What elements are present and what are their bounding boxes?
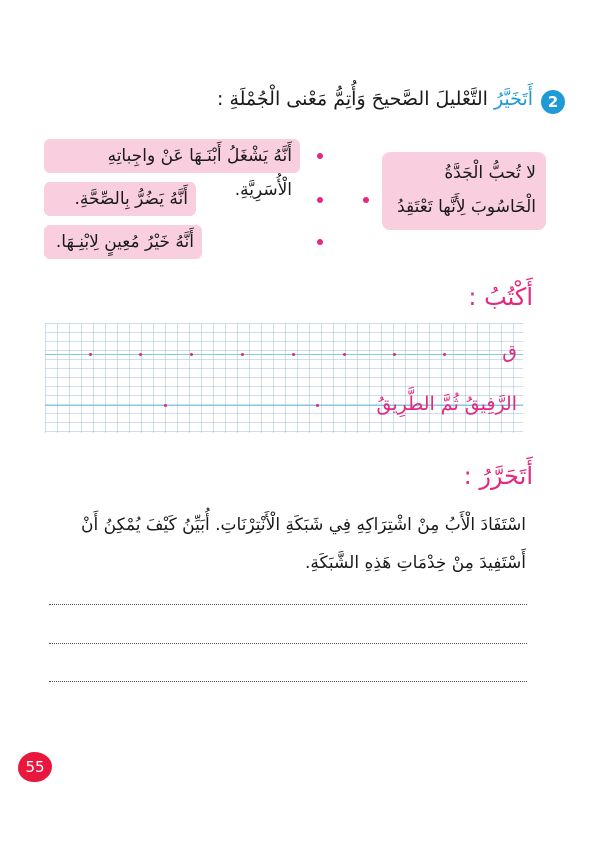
model-letter: ق [502,341,517,363]
premise-line-2: الْحَاسُوبَ لِأَنَّها تَعْتَقِدُ [397,197,536,217]
letter-guide-dot [292,353,295,356]
exercise-title-rest: التَّعْليلَ الصَّحيحَ وَأُتِمُّ مَعْنى الْجُمْلَةِ : [217,88,494,110]
writing-baseline-1 [45,354,523,355]
exercise-header [35,88,565,118]
option-1-text: أَنَّهُ يَشْغَلُ أَبْنَـهَا عَنْ واجِباتِهِ الْأُسَرِيَّةِ. [107,146,292,200]
option-2[interactable] [44,182,196,216]
option-3[interactable] [44,225,202,259]
exercise-title [217,88,533,110]
exercise-number-badge: 2 [541,90,565,114]
option-1-dot[interactable] [317,153,323,159]
letter-guide-dot [89,353,92,356]
writing-section-title: أَكْتُبُ : [468,283,533,311]
letter-guide-dot [190,353,193,356]
option-3-text: أَنَّهُ خَيْرُ مُعِينٍ لِابْنِـهَا. [55,232,194,252]
answer-line-1[interactable] [49,604,527,605]
letter-guide-dot [139,353,142,356]
answer-line-3[interactable] [49,681,527,682]
letter-guide-dot [343,353,346,356]
exercise-title-verb: أَتَخَيَّرُ [493,88,533,110]
free-writing-prompt: اسْتَفَادَ الْأَبُ مِنْ اشْتِرَاكِهِ فِي شَبَكَةِ الْأَنْتِرْنَاتِ. أُبَيِّنُ كَيْفَ يُمْكِنُ أَنْ أَسْتَفِيدَ مِنْ خِدْمَاتِ هَذِهِ الشَّبَكَةِ. [81,515,526,573]
handwriting-grid[interactable] [45,323,523,433]
option-2-text: أَنَّهُ يَضُرُّ بِالصِّحَّةِ. [74,189,188,209]
answer-line-2[interactable] [49,643,527,644]
page-number-badge: 55 [18,752,52,782]
option-3-dot[interactable] [317,239,323,245]
letter-guide-dot [443,353,446,356]
model-sentence: الرَّفِيقُ ثُمَّ الطَّرِيقُ [376,393,517,415]
word-guide-dot [164,404,167,407]
premise-dot[interactable] [363,197,369,203]
option-2-dot[interactable] [317,197,323,203]
free-writing-title: أَتَحَرَّرُ : [463,462,533,490]
premise-box [382,152,546,230]
word-guide-dot [316,404,319,407]
letter-guide-dot [241,353,244,356]
premise-line-1: لا تُحبُّ الْجَدَّةُ [444,163,536,183]
letter-guide-dot [393,353,396,356]
